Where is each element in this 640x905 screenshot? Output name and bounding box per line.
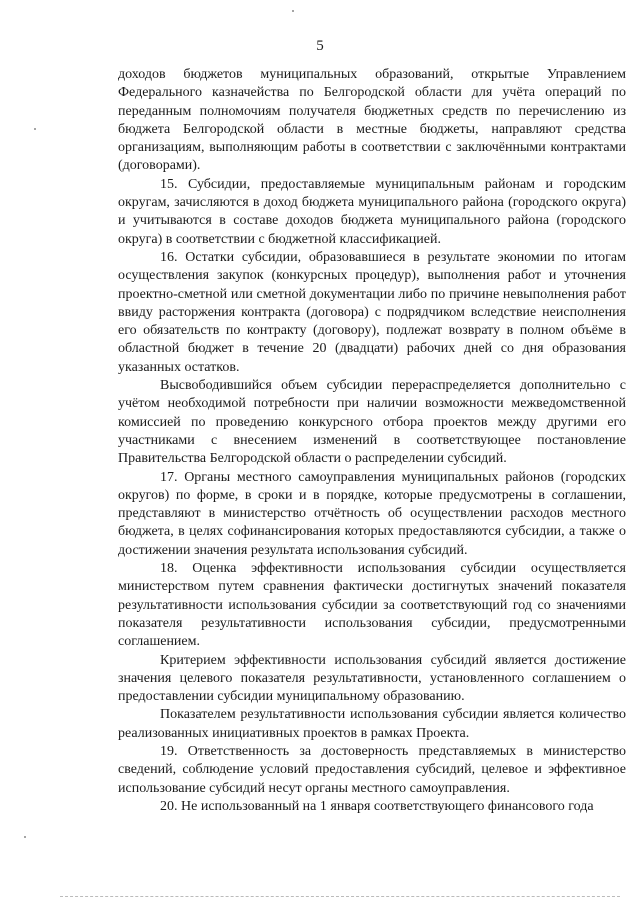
document-body — [118, 66, 626, 816]
paragraph-16: 16. Остатки субсидии, образовавшиеся в результате экономии по итогам осуществления закупок (конкурсных процедур), выполнения работ и уточнения проектно-сметной или сметной документации либо по причине невыполнения работ ввиду расторжения контракта (договора) с подрядчиком вследствие неисполнения его обязательств по контракту (договору), подлежат возврату в полном объёме в областной бюджет в течение 20 (двадцати) рабочих дней со дня образования указанных остатков. — [118, 249, 626, 375]
scan-speck — [292, 10, 294, 12]
paragraph-19: 19. Ответственность за достоверность представляемых в министерство сведений, соблюдение условий предоставления субсидий, целевое и эффективное использование субсидий несут органы местного самоуправления. — [118, 743, 626, 796]
paragraph-16-redistribution: Высвободившийся объем субсидии перераспределяется дополнительно с учётом необходимой потребности при наличии возможности межведомственной комиссией по проведению конкурсного отбора проектов между другими его участниками с внесением изменений в соответствующее постановление Правительства Белгородской области о распределении субсидий. — [118, 378, 626, 467]
paragraph-17: 17. Органы местного самоуправления муниципальных районов (городских округов) по форме, в сроки и в порядке, которые предусмотрены в соглашении, представляют в министерство отчётность об осуществлении расходов местного бюджета, в целях софинансирования которых предоставляются субсидии, а также о достижении значения результата использования субсидий. — [118, 469, 626, 558]
scan-speck — [34, 128, 36, 130]
scan-speck — [24, 836, 26, 838]
paragraph-18: 18. Оценка эффективности использования субсидии осуществляется министерством путем сравнения фактически достигнутых значений показателя результативности использования субсидии за соответствующий год со значениями показателя результативности использования субсидии, предусмотренными соглашением. — [118, 561, 626, 650]
paragraph-18-criterion: Критерием эффективности использования субсидий является достижение значения целевого показателя результативности, установленного соглашением о предоставлении субсидии муниципальному образованию. — [118, 652, 626, 705]
paragraph-20: 20. Не использованный на 1 января соответствующего финансового года — [160, 798, 594, 814]
paragraph-15: 15. Субсидии, предоставляемые муниципальным районам и городским округам, зачисляются в доход бюджета муниципального района (городского округа) и учитываются в составе доходов бюджета муниципального района (городского округа) в соответствии с бюджетной классификацией. — [118, 176, 626, 247]
scan-bottom-edge — [60, 896, 620, 897]
paragraph-18-indicator: Показателем результативности использования субсидии является количество реализованных инициативных проектов в рамках Проекта. — [118, 707, 626, 741]
page-number: 5 — [316, 38, 324, 54]
paragraph-continuation: доходов бюджетов муниципальных образований, открытые Управлением Федерального казначейства по Белгородской области для учёта операций по переданным полномочиям получателя бюджетных средств по перечислению из бюджета Белгородской области в местные бюджеты, направляют средства организациям, выполняющим работы в соответствии с заключёнными контрактами (договорами). — [118, 67, 626, 174]
